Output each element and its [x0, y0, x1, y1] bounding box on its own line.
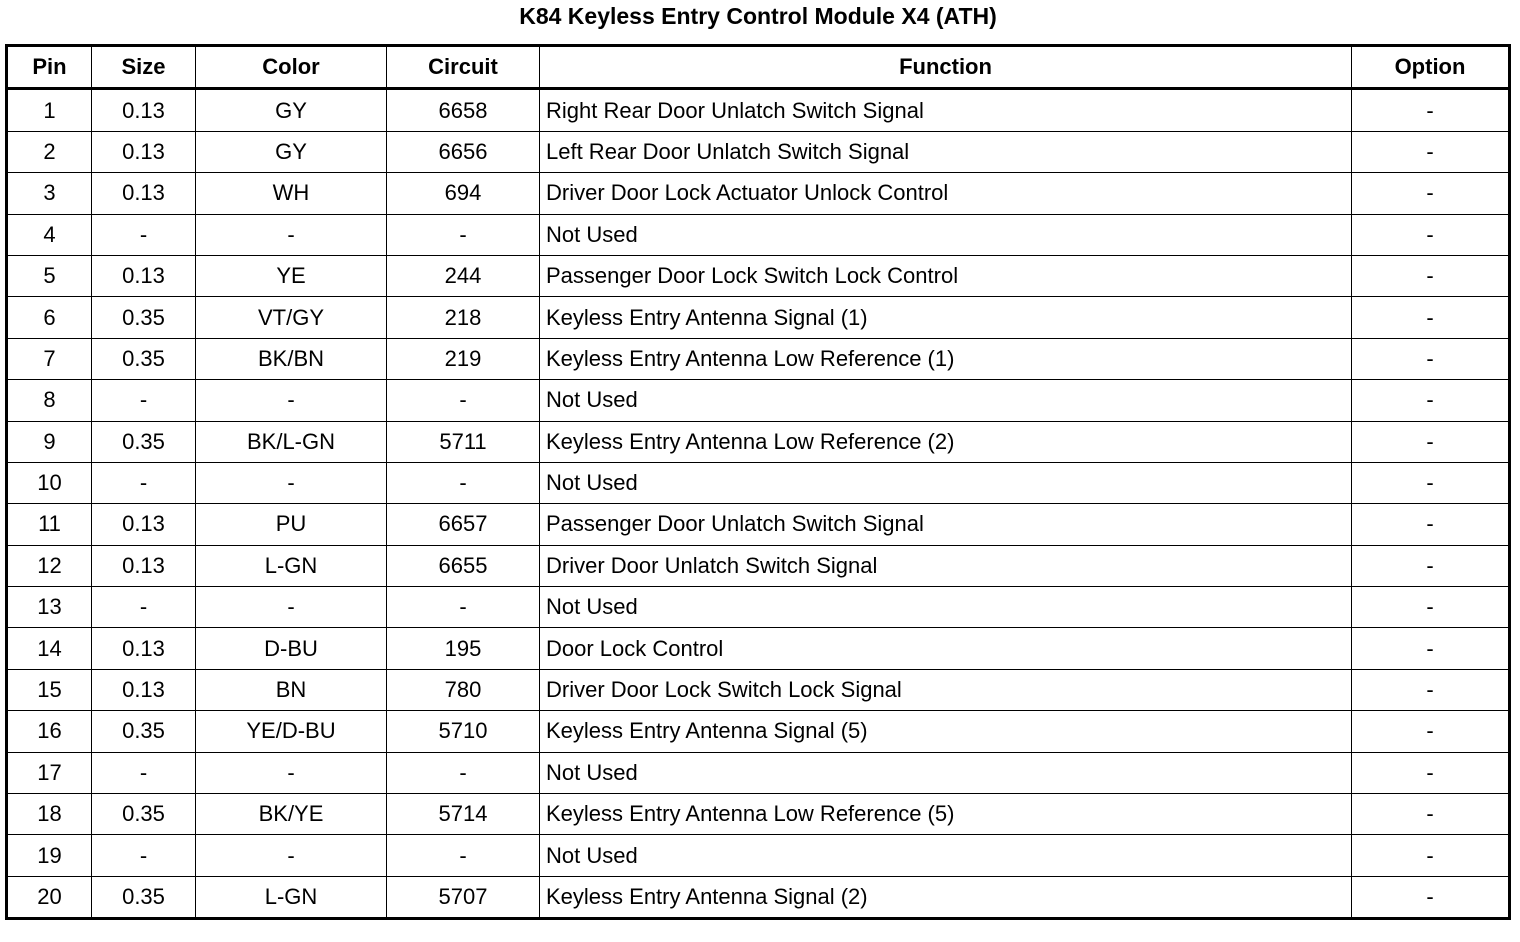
circuit-cell: - [387, 587, 540, 628]
pin-cell: 9 [7, 421, 92, 462]
table-row [7, 752, 1510, 793]
circuit-cell: - [387, 752, 540, 793]
pin-cell: 15 [7, 669, 92, 710]
table-row [7, 255, 1510, 296]
header-function: Function [540, 46, 1352, 89]
circuit-cell: - [387, 462, 540, 503]
option-cell: - [1352, 752, 1510, 793]
size-cell: 0.13 [92, 545, 196, 586]
color-cell: PU [196, 504, 387, 545]
function-cell: Passenger Door Lock Switch Lock Control [540, 255, 1352, 296]
color-cell: L-GN [196, 876, 387, 918]
option-cell: - [1352, 545, 1510, 586]
color-cell: - [196, 462, 387, 503]
pin-cell: 10 [7, 462, 92, 503]
size-cell: - [92, 214, 196, 255]
circuit-cell: 694 [387, 173, 540, 214]
pin-cell: 18 [7, 794, 92, 835]
color-cell: - [196, 752, 387, 793]
table-row [7, 504, 1510, 545]
color-cell: GY [196, 89, 387, 131]
circuit-cell: - [387, 214, 540, 255]
function-cell: Driver Door Lock Actuator Unlock Control [540, 173, 1352, 214]
table-row [7, 794, 1510, 835]
pin-cell: 16 [7, 711, 92, 752]
header-option: Option [1352, 46, 1510, 89]
table-row [7, 545, 1510, 586]
pin-cell: 11 [7, 504, 92, 545]
size-cell: - [92, 587, 196, 628]
size-cell: 0.13 [92, 131, 196, 172]
page-title: K84 Keyless Entry Control Module X4 (ATH) [519, 3, 997, 29]
function-cell: Keyless Entry Antenna Signal (1) [540, 297, 1352, 338]
function-cell: Door Lock Control [540, 628, 1352, 669]
option-cell: - [1352, 173, 1510, 214]
size-cell: 0.13 [92, 255, 196, 296]
table-row [7, 835, 1510, 876]
function-cell: Left Rear Door Unlatch Switch Signal [540, 131, 1352, 172]
option-cell: - [1352, 89, 1510, 131]
header-circuit: Circuit [387, 46, 540, 89]
table-row [7, 214, 1510, 255]
option-cell: - [1352, 338, 1510, 379]
size-cell: - [92, 752, 196, 793]
function-cell: Keyless Entry Antenna Signal (5) [540, 711, 1352, 752]
function-cell: Not Used [540, 462, 1352, 503]
circuit-cell: 219 [387, 338, 540, 379]
color-cell: BN [196, 669, 387, 710]
option-cell: - [1352, 214, 1510, 255]
header-color: Color [196, 46, 387, 89]
function-cell: Keyless Entry Antenna Low Reference (2) [540, 421, 1352, 462]
pin-cell: 8 [7, 380, 92, 421]
size-cell: - [92, 462, 196, 503]
table-row [7, 711, 1510, 752]
circuit-cell: 6655 [387, 545, 540, 586]
pin-cell: 7 [7, 338, 92, 379]
option-cell: - [1352, 794, 1510, 835]
function-cell: Not Used [540, 752, 1352, 793]
pin-cell: 20 [7, 876, 92, 918]
color-cell: - [196, 380, 387, 421]
function-cell: Not Used [540, 380, 1352, 421]
size-cell: 0.13 [92, 504, 196, 545]
function-cell: Keyless Entry Antenna Low Reference (5) [540, 794, 1352, 835]
option-cell: - [1352, 628, 1510, 669]
option-cell: - [1352, 669, 1510, 710]
size-cell: 0.35 [92, 297, 196, 338]
size-cell: 0.35 [92, 421, 196, 462]
header-pin: Pin [7, 46, 92, 89]
circuit-cell: 218 [387, 297, 540, 338]
option-cell: - [1352, 876, 1510, 918]
color-cell: BK/YE [196, 794, 387, 835]
color-cell: - [196, 587, 387, 628]
color-cell: YE [196, 255, 387, 296]
circuit-cell: 195 [387, 628, 540, 669]
size-cell: 0.35 [92, 876, 196, 918]
table-row [7, 338, 1510, 379]
pinout-table [5, 44, 1511, 920]
color-cell: - [196, 214, 387, 255]
circuit-cell: - [387, 380, 540, 421]
size-cell: - [92, 380, 196, 421]
circuit-cell: - [387, 835, 540, 876]
option-cell: - [1352, 131, 1510, 172]
table-row [7, 380, 1510, 421]
option-cell: - [1352, 421, 1510, 462]
pin-cell: 4 [7, 214, 92, 255]
color-cell: VT/GY [196, 297, 387, 338]
function-cell: Not Used [540, 587, 1352, 628]
option-cell: - [1352, 504, 1510, 545]
header-size: Size [92, 46, 196, 89]
function-cell: Right Rear Door Unlatch Switch Signal [540, 89, 1352, 131]
circuit-cell: 244 [387, 255, 540, 296]
table-row [7, 462, 1510, 503]
size-cell: 0.13 [92, 89, 196, 131]
size-cell: 0.13 [92, 628, 196, 669]
header-row [7, 46, 1510, 89]
function-cell: Passenger Door Unlatch Switch Signal [540, 504, 1352, 545]
size-cell: 0.13 [92, 669, 196, 710]
color-cell: GY [196, 131, 387, 172]
color-cell: L-GN [196, 545, 387, 586]
color-cell: WH [196, 173, 387, 214]
size-cell: 0.35 [92, 338, 196, 379]
table-row [7, 297, 1510, 338]
pin-cell: 2 [7, 131, 92, 172]
pin-cell: 1 [7, 89, 92, 131]
table-row [7, 876, 1510, 918]
option-cell: - [1352, 297, 1510, 338]
function-cell: Driver Door Lock Switch Lock Signal [540, 669, 1352, 710]
color-cell: BK/BN [196, 338, 387, 379]
function-cell: Driver Door Unlatch Switch Signal [540, 545, 1352, 586]
size-cell: - [92, 835, 196, 876]
circuit-cell: 6656 [387, 131, 540, 172]
circuit-cell: 6657 [387, 504, 540, 545]
pin-cell: 3 [7, 173, 92, 214]
option-cell: - [1352, 835, 1510, 876]
circuit-cell: 5710 [387, 711, 540, 752]
circuit-cell: 5707 [387, 876, 540, 918]
table-row [7, 587, 1510, 628]
circuit-cell: 5714 [387, 794, 540, 835]
table-row [7, 421, 1510, 462]
function-cell: Not Used [540, 214, 1352, 255]
size-cell: 0.13 [92, 173, 196, 214]
table-row [7, 131, 1510, 172]
size-cell: 0.35 [92, 711, 196, 752]
size-cell: 0.35 [92, 794, 196, 835]
function-cell: Keyless Entry Antenna Signal (2) [540, 876, 1352, 918]
color-cell: - [196, 835, 387, 876]
color-cell: BK/L-GN [196, 421, 387, 462]
pin-cell: 19 [7, 835, 92, 876]
option-cell: - [1352, 255, 1510, 296]
table-row [7, 628, 1510, 669]
pin-cell: 14 [7, 628, 92, 669]
color-cell: D-BU [196, 628, 387, 669]
circuit-cell: 780 [387, 669, 540, 710]
function-cell: Not Used [540, 835, 1352, 876]
circuit-cell: 5711 [387, 421, 540, 462]
pin-cell: 12 [7, 545, 92, 586]
pin-cell: 6 [7, 297, 92, 338]
option-cell: - [1352, 380, 1510, 421]
color-cell: YE/D-BU [196, 711, 387, 752]
option-cell: - [1352, 711, 1510, 752]
option-cell: - [1352, 587, 1510, 628]
function-cell: Keyless Entry Antenna Low Reference (1) [540, 338, 1352, 379]
circuit-cell: 6658 [387, 89, 540, 131]
table-row [7, 669, 1510, 710]
pin-cell: 13 [7, 587, 92, 628]
table-row [7, 173, 1510, 214]
pin-cell: 17 [7, 752, 92, 793]
table-row [7, 89, 1510, 131]
option-cell: - [1352, 462, 1510, 503]
pin-cell: 5 [7, 255, 92, 296]
